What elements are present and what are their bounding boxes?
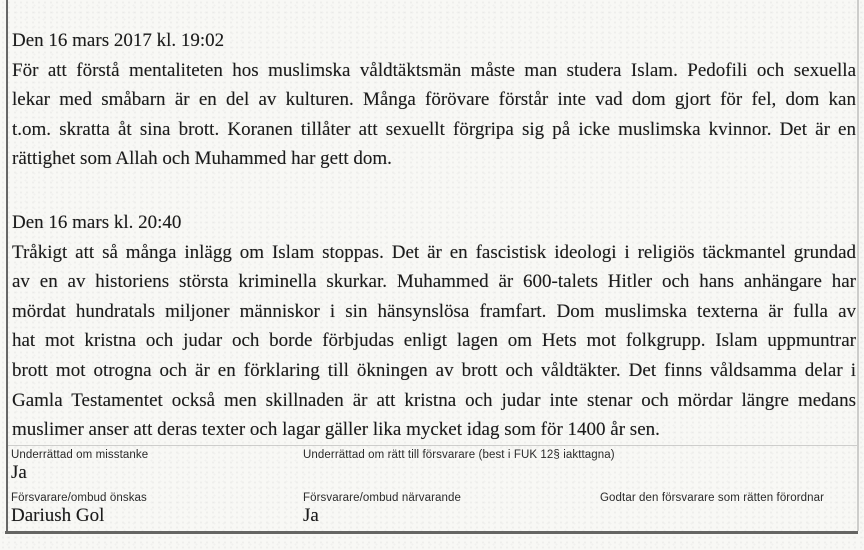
interrogation-text-block xyxy=(12,26,856,445)
entry-2-line: mördat hundratals miljoner människor i sin hänsynslösa framfart. Dom muslimska texterna är fulla av xyxy=(12,300,856,322)
field-label: Underrättad om misstanke xyxy=(11,449,149,461)
entry-2-timestamp: Den 16 mars kl. 20:40 xyxy=(12,211,182,233)
entry-1-line: rättighet som Allah och Muhammed har gett dom. xyxy=(12,148,392,170)
field-label: Försvarare/ombud önskas xyxy=(11,492,147,504)
field-underrattad-om-ratt-till-forsvarare xyxy=(300,446,857,489)
entry-2-line: av en av historiens största kriminella skurkar. Muhammed är 600-talets Hitler och hans anhängare har xyxy=(12,271,856,293)
form-section xyxy=(8,446,857,531)
entry-2-line: muslimer anser att deras texter och lagar gäller lika mycket idag som för 1400 år sen. xyxy=(12,419,660,441)
entry-2-line: brott mot otrogna och är en förklaring till ökningen av brott och våldtäkter. Det finns våldsamma delar i xyxy=(12,359,856,381)
field-forsvarare-ombud-onskas xyxy=(8,489,300,531)
entry-1 xyxy=(12,26,856,174)
field-value: Dariush Gol xyxy=(11,505,105,526)
field-forsvarare-ombud-narvarande xyxy=(300,489,597,531)
entry-1-line: lekar med småbarn är en del av kulturen. Många förövare förstår inte vad dom gjort för fel, dom kan xyxy=(12,89,856,111)
field-value: Ja xyxy=(11,462,27,483)
entry-1-line: För att förstå mentaliteten hos muslimska våldtäktsmän måste man studera Islam. Pedofili och sexuella xyxy=(12,59,856,81)
entry-2-line: Tråkigt att så många inlägg om Islam stoppas. Det är en fascistisk ideologi i religiös täckmantel grundad xyxy=(12,241,856,263)
entry-1-timestamp: Den 16 mars 2017 kl. 19:02 xyxy=(12,30,225,51)
field-underrattad-om-misstanke xyxy=(8,446,300,489)
field-label: Godtar den försvarare som rätten förordnar xyxy=(600,492,825,504)
entry-2-line: hat mot kristna och judar och borde förbjudas enligt lagen om Hets mot folkgrupp. Islam uppmuntrar xyxy=(12,330,856,352)
field-label: Underrättad om rätt till försvarare (best i FUK 12§ iakttagna) xyxy=(303,449,615,461)
entry-2-line: Gamla Testamentet också men skillnaden är att kristna och judar inte stenar och mördar längre medans xyxy=(12,389,856,411)
field-godtar-den-forsvarare xyxy=(597,489,857,531)
entry-1-line: t.om. skratta åt sina brott. Koranen tillåter att sexuellt förgripa sig på icke muslimska kvinnor. Det är en xyxy=(12,118,856,140)
form-row-1 xyxy=(8,446,857,489)
table-right-border xyxy=(857,0,859,531)
entry-2 xyxy=(12,208,856,445)
field-value: Ja xyxy=(303,505,319,526)
field-label: Försvarare/ombud närvarande xyxy=(303,492,462,504)
form-row-2 xyxy=(8,489,857,531)
table-bottom-border xyxy=(5,531,858,534)
